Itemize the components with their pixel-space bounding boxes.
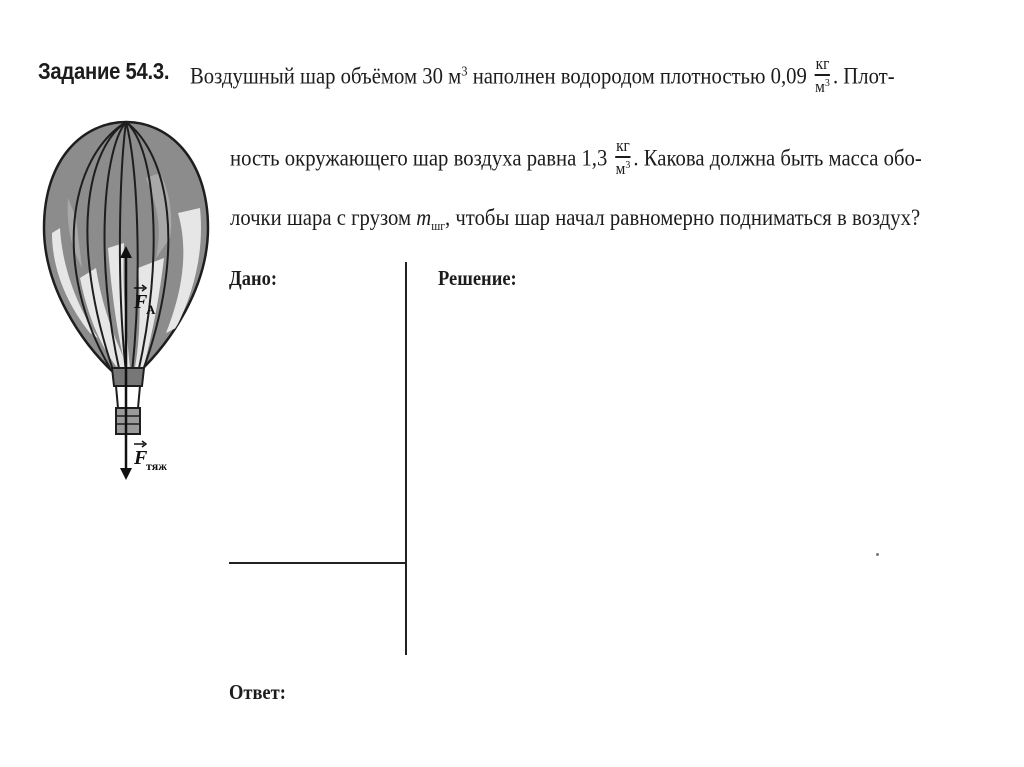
problem-text: . Какова должна быть масса обо- [633,145,922,171]
given-underline [229,562,407,564]
mass-subscript: шг [431,218,446,233]
buoyant-force-subscript: А [146,302,156,317]
problem-text: , чтобы шар начал равномерно подниматься в воздух? [445,205,921,230]
fraction-denominator [815,76,831,95]
task-title: Задание 54.3. [38,58,170,84]
problem-text: лочки шара с грузом [230,205,417,230]
density-unit-fraction [815,55,831,95]
balloon-illustration [38,118,218,498]
given-label: Дано: [229,266,278,290]
problem-line-1 [190,54,895,98]
problem-line-2 [230,136,922,180]
fraction-numerator: кг [615,137,631,158]
gravity-force-label [133,441,167,473]
gravity-force-symbol: F [134,447,148,469]
gravity-force-subscript: тяж [146,459,167,473]
balloon-figure [38,118,218,503]
balloon-basket [112,368,144,434]
unit-exponent: 3 [461,64,468,80]
speck [876,553,879,556]
fraction-numerator: кг [815,55,831,76]
solution-label: Решение: [438,266,517,290]
mass-variable: m [416,205,432,230]
problem-text: Воздушный шар объёмом 30 м [190,63,462,89]
density-unit-fraction [615,137,631,177]
problem-text: ность окружающего шар воздуха равна 1,3 [230,145,608,171]
fraction-denominator [615,158,631,177]
problem-line-3 [230,205,920,234]
answer-label: Ответ: [229,680,286,704]
problem-text: наполнен водородом плотностью 0,09 [467,63,807,89]
problem-text: . Плот- [832,63,895,89]
denominator-exponent: 3 [625,159,631,171]
denominator-base: м [815,77,825,96]
buoyant-force-symbol: F [134,291,148,313]
denominator-exponent: 3 [824,77,830,89]
vertical-divider [405,262,407,655]
denominator-base: м [615,159,626,178]
